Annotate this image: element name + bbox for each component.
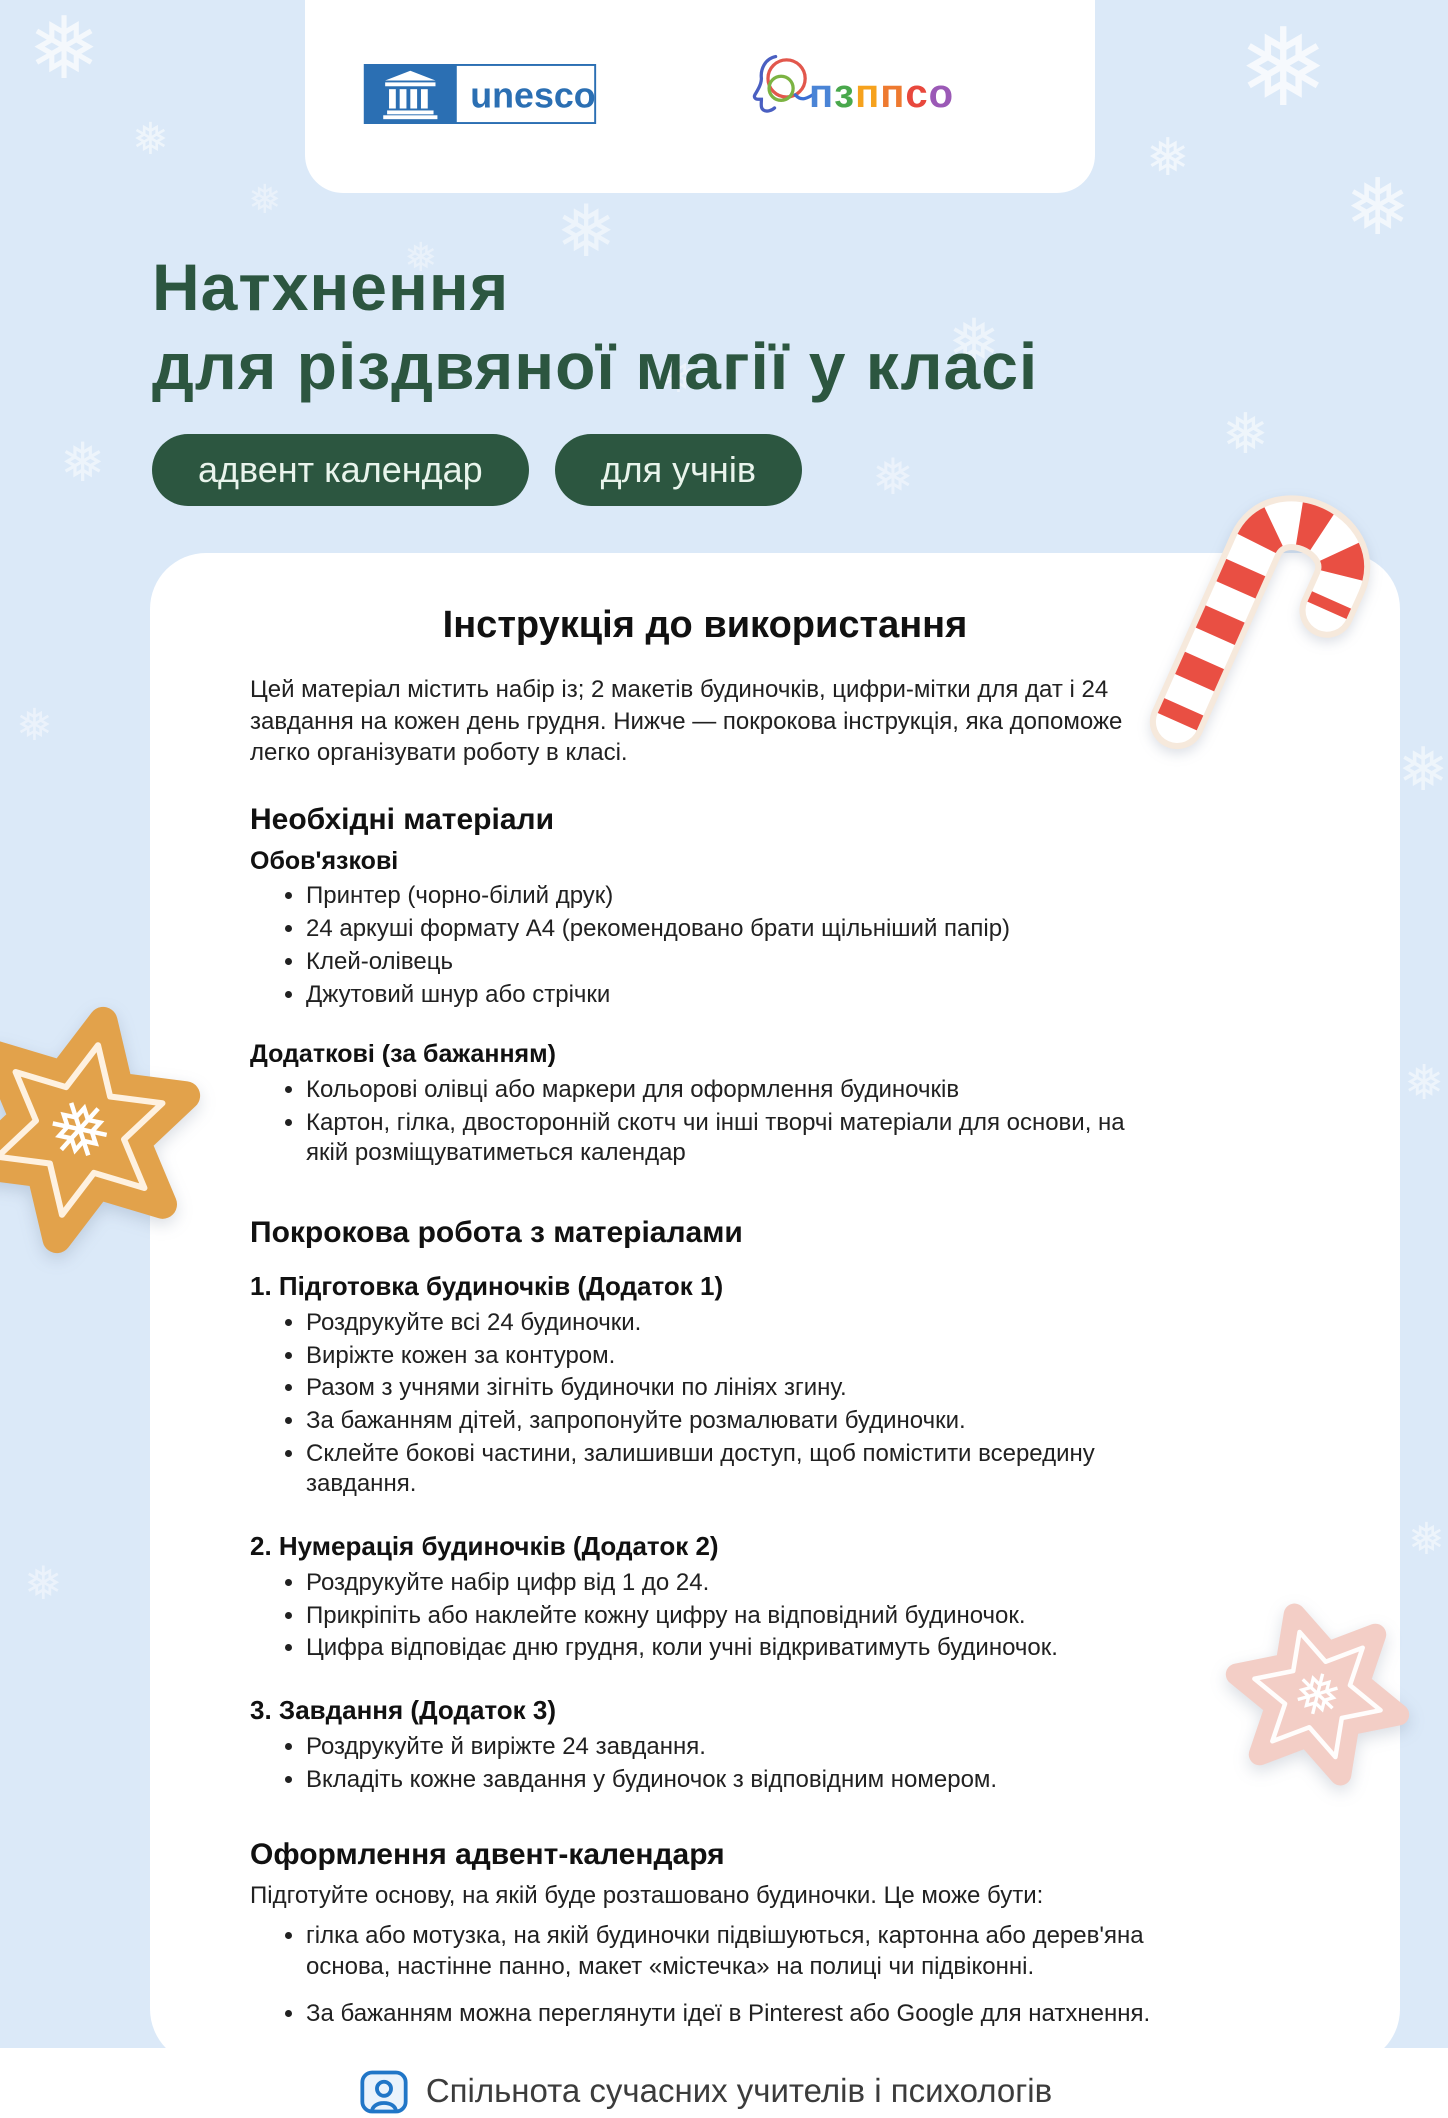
badge-for-students: для учнів <box>555 434 802 506</box>
list-item: • Картон, гілка, двосторонній скотч чи інші творчі матеріали для основи, на якій розміщуватиметься календар <box>306 1108 1160 1169</box>
snowflake-icon <box>1238 14 1329 122</box>
materials-required-list <box>250 881 1160 1010</box>
list-item: • Разом з учнями зігніть будиночки по лініях згину. <box>306 1373 1160 1404</box>
snowflake-icon <box>1345 168 1410 246</box>
badge-advent-calendar: адвент календар <box>152 434 529 506</box>
list-item: • Склейте бокові частини, залишивши доступ, щоб помістити всередину завдання. <box>306 1439 1160 1500</box>
list-item: • Вкладіть кожне завдання у будиночок з відповідним номером. <box>306 1765 1160 1796</box>
tag-badges <box>152 434 802 506</box>
step2-list <box>250 1568 1160 1664</box>
list-item: • Прикріпіть або наклейте кожну цифру на відповідний будиночок. <box>306 1601 1160 1632</box>
list-item: • Роздрукуйте всі 24 будиночки. <box>306 1308 1160 1339</box>
instructions-card <box>150 553 1400 2110</box>
step3-list <box>250 1732 1160 1795</box>
materials-required-label: Обов'язкові <box>250 846 399 875</box>
community-profile-icon <box>358 2066 410 2118</box>
page-title-line1: Натхнення <box>152 250 510 324</box>
list-item: • Джутовий шнур або стрічки <box>306 980 1160 1011</box>
head-loops-icon <box>745 50 815 120</box>
list-item: • Принтер (чорно-білий друк) <box>306 881 1160 912</box>
step1-title: 1. Підготовка будиночків (Додаток 1) <box>250 1270 724 1301</box>
page-title <box>152 248 1038 406</box>
snowflake-icon <box>132 118 169 162</box>
page-title-line2: для різдвяної магії у класі <box>152 329 1039 404</box>
snowflake-icon <box>1408 1518 1445 1562</box>
step1-list <box>250 1308 1160 1500</box>
instructions-intro: Цей матеріал містить набір із; 2 макетів будиночків, цифри-мітки для дат і 24 завдання на кожен день грудня. Нижче — покрокова інструкція, яка допоможе легко організувати роботу в класі. <box>250 676 1123 766</box>
list-item: • За бажанням можна переглянути ідеї в Pinterest або Google для натхнення. <box>306 1999 1160 2030</box>
community-label: Спільнота сучасних учителів і психологів <box>425 2072 1053 2110</box>
list-item: • Клей-олівець <box>306 947 1160 978</box>
unesco-temple-icon <box>363 64 597 124</box>
snowflake-icon <box>1146 132 1190 184</box>
list-item: • Цифра відповідає дню грудня, коли учні відкриватимуть будиночок. <box>306 1633 1160 1664</box>
steps-heading: Покрокова робота з матеріалами <box>250 1215 743 1249</box>
materials-heading: Необхідні матеріали <box>250 802 555 836</box>
list-item: • Роздрукуйте набір цифр від 1 до 24. <box>306 1568 1160 1599</box>
candy-cane-icon <box>1160 462 1370 777</box>
materials-optional-list <box>250 1075 1160 1169</box>
snowflake-icon <box>872 452 914 502</box>
snowflake-icon <box>28 6 100 92</box>
snowflake-icon <box>1398 740 1448 800</box>
snowflake-icon <box>1404 1060 1444 1108</box>
snowflake-icon <box>248 180 282 220</box>
svg-text:❅: ❅ <box>1286 1659 1348 1733</box>
decoration-list <box>250 1921 1160 2029</box>
community-footer <box>250 2066 1160 2118</box>
svg-text:❅: ❅ <box>37 1081 124 1182</box>
pink-star-cookie-icon <box>1205 1582 1430 1807</box>
instructions-heading: Інструкція до використання <box>442 604 968 646</box>
list-item: • Кольорові олівці або маркери для оформлення будиночків <box>306 1075 1160 1106</box>
logos-card <box>305 0 1095 193</box>
list-item: • Роздрукуйте й виріжте 24 завдання. <box>306 1732 1160 1763</box>
step3-title: 3. Завдання (Додаток 3) <box>250 1695 557 1726</box>
list-item: • 24 аркуші формату А4 (рекомендовано брати щільніший папір) <box>306 914 1160 945</box>
decoration-heading: Оформлення адвент-календаря <box>250 1838 725 1872</box>
snowflake-icon <box>24 1560 63 1606</box>
unesco-logo <box>363 64 597 129</box>
list-item: • Виріжте кожен за контуром. <box>306 1341 1160 1372</box>
list-item: • За бажанням дітей, запропонуйте розмалювати будиночки. <box>306 1406 1160 1437</box>
unesco-wordmark: unesco <box>470 75 596 116</box>
decoration-intro: Підготуйте основу, на якій буде розташовано будиночки. Це може бути: <box>250 1882 1044 1910</box>
snowflake-icon <box>60 436 105 490</box>
materials-optional-label: Додаткові (за бажанням) <box>250 1040 556 1069</box>
gingerbread-star-icon <box>0 980 230 1280</box>
step2-title: 2. Нумерація будиночків (Додаток 2) <box>250 1531 719 1562</box>
pzppso-logo <box>745 50 954 120</box>
list-item: • гілка або мотузка, на якій будиночки підвішуються, картонна або дерев'яна основа, настінне панно, макет «містечка» на полиці чи підвіконні. <box>306 1921 1160 1982</box>
snowflake-icon <box>1222 406 1269 462</box>
snowflake-icon <box>16 704 53 748</box>
pzppso-wordmark: пзппсо <box>809 71 955 116</box>
